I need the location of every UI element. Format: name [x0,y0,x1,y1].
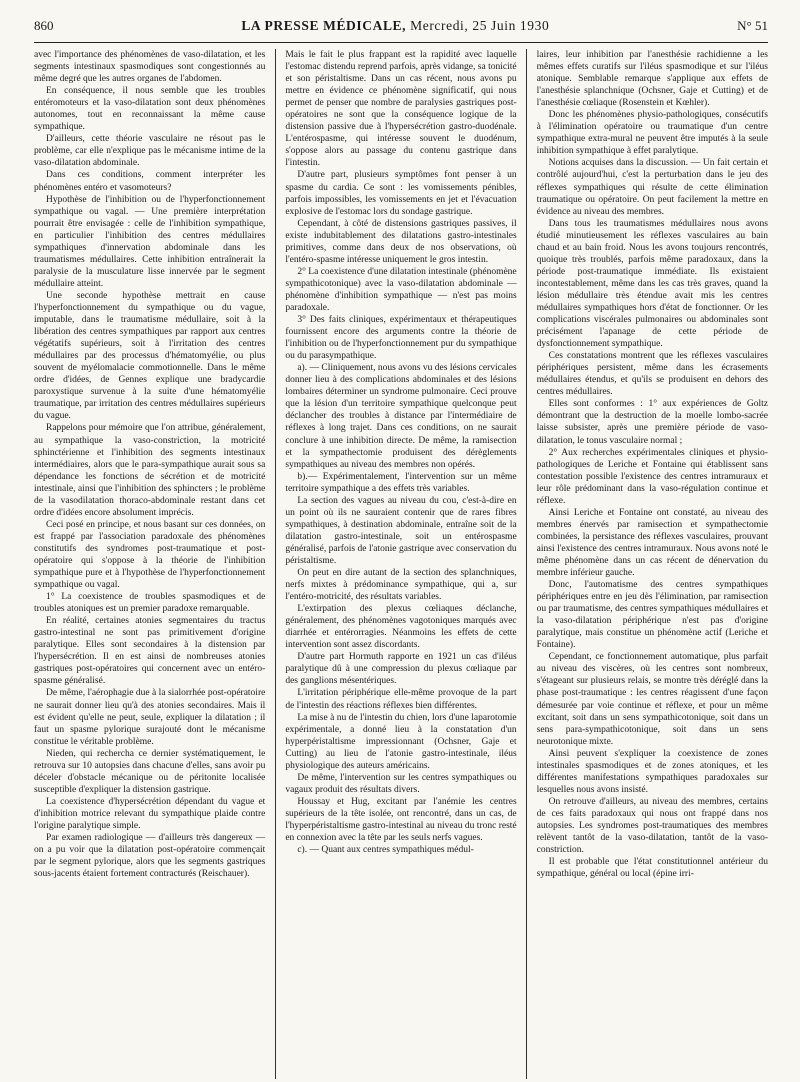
paragraph: En réalité, certaines atonies segmentaires du tractus gastro-intestinal ne sont pas primitivement d'origine paralytique. Elles sont secondaires à la distension par l'hypersécrétion. Il en est ainsi de nombreuses atonies gastriques post-opératoires qui concernent avec un entéro-spasme généralisé. [34,616,266,687]
paragraph: Une seconde hypothèse mettrait en cause l'hyperfonctionnement du sympathique ou du vague, imputable, dans le traumatisme médullaire, soit à la libération des centres sympathiques par rapport aux centres végétatifs supérieurs, soit à l'irritation des centres médullaires par des processus d'hématomyélie, ou plus souvent de myélomalacie commotionnelle. Dans le même ordre d'idées, de Gennes explique une bradycardie paroxystique survenue à la suite d'une hématomyélie traumatique, par irritation des centres médullaires supérieurs du vague. [34,290,266,422]
paragraph: Ainsi peuvent s'expliquer la coexistence de zones intestinales spasmodiques et de zones atoniques, et les différentes manifestations sympathiques paradoxales sur lesquelles nous avons insisté. [536,748,768,795]
paragraph: Donc les phénomènes physio-pathologiques, consécutifs à l'élimination opératoire ou traumatique d'un centre sympathique extra-mural ne peuvent être imputés à la seule inhibition sympathique à effet paralytique. [536,110,768,157]
paragraph: Houssay et Hug, excitant par l'anémie les centres supérieurs de la tête isolée, ont rencontré, dans un cas, de l'hyperpéristaltisme gastro-intestinal au niveau du tronc resté en connexion avec la tête par les seuls nerfs vagues. [285,796,517,844]
paragraph: a). — Cliniquement, nous avons vu des lésions cervicales donner lieu à des complications abdominales et des lésions lombaires déterminer un syndrome pulmonaire. Ceci prouve que la lésion d'un territoire sympathique quelconque peut déclancher des troubles à distance par l'intermédiaire de réflexes à long trajet. Dans ces conditions, on ne saurait conclure à une inhibition directe. De même, la ramisection et la sympathectomie produisent des dérèglements sympathiques au niveau des membres non opérés. [285,363,517,470]
paragraph: De même, l'intervention sur les centres sympathiques ou vagaux produit des résultats divers. [285,772,517,795]
running-header [34,18,768,40]
paragraph: Dans tous les traumatismes médullaires nous avons étudié minutieusement les réflexes vasculaires au bain chaud et au bain froid. Nous les avons toujours rencontrés, quoique très troublés, parfois même paradoxaux, dans la période post-traumatique immédiate. Ils existaient incontestablement, même dans les cas très graves, quand la lésion médullaire très étendue avait mis les centres médullaires sympathiques hors d'état de fonctionner. Or les complications viscérales pulmonaires ou abdominales sont précisément l'apanage de cette période de dysfonctionnement sympathique. [536,218,768,350]
paragraph: En conséquence, il nous semble que les troubles entéromoteurs et la vaso-dilatation sont deux phénomènes autonomes, tout en reconnaissant la même cause sympathique. [34,86,266,133]
paragraph: avec l'importance des phénomènes de vaso-dilatation, et les segments intestinaux spasmodiques sont congestionnés au même degré que les autres organes de l'abdomen. [34,50,266,85]
column-right [537,49,768,1079]
paragraph: 1° La coexistence de troubles spasmodiques et de troubles atoniques est un premier paradoxe remarquable. [34,592,266,615]
paragraph: Dans ces conditions, comment interpréter les phénomènes entéro et vasomoteurs? [34,170,266,193]
paragraph: Rappelons pour mémoire que l'on attribue, généralement, au sympathique la vaso-constriction, la motricité sphinctérienne et l'inhibition des segments intestinaux intermédiaires, alors que le para-sympathique aurait sous sa dépendance les fonctions de sécrétion et de motricité intestinale, ainsi que l'inhibition des sphincters ; le problème de la vasodilatation thoraco-abdominale restant dans cet ordre d'idées encore absolument imprécis. [34,423,266,518]
paragraph: D'autre part, plusieurs symptômes font penser à un spasme du cardia. Ce sont : les vomissements pénibles, parfois impossibles, les vomissements en jet et l'évacuation explosive de l'estomac lors du sondage gastrique. [285,170,517,217]
paragraph: Elles sont conformes : 1° aux expériences de Goltz démontrant que la destruction de la moelle lombo-sacrée laisse subsister, après une première période de vaso-dilatation, le tonus vasculaire normal ; [536,399,768,446]
paragraph: Nieden, qui rechercha ce dernier systématiquement, le retrouva sur 10 autopsies dans chacune d'elles, sans avoir pu déceler d'obstacle mécanique ou de péritonite localisée susceptible d'expliquer la distension gastrique. [34,748,266,795]
column-left [34,49,265,1079]
paragraph: laires, leur inhibition par l'anesthésie rachidienne a les mêmes effets curatifs sur l'iléus spasmodique et sur l'iléus atonique. Semblable remarque s'applique aux effets de l'anesthésie splanchnique (Ochsner, Gaje et Cutting) et de l'anesthésie cœliaque (Rosenstein et Kœhler). [536,50,768,109]
paragraph: Cependant, ce fonctionnement automatique, plus parfait au niveau des viscères, où les centres sont nombreux, s'étageant sur plusieurs relais, se montre très déréglé dans la phase post-traumatique : les centres réagissent d'une façon démesurée par voie continue et réflexe, et pour un même excitant, soit dans un sens sympathicotonique, soit dans un sens para-sympathicotonique, soit dans un sens neurotonique mixte. [536,652,768,747]
header-rule [34,42,768,43]
text-columns [34,49,768,1079]
issue-number: N° 51 [737,18,768,33]
paragraph: c). — Quant aux centres sympathiques médul- [297,845,474,856]
page-number: 860 [34,18,54,33]
paragraph: Hypothèse de l'inhibition ou de l'hyperfonctionnement sympathique ou vagal. — Une première interprétation pourrait être envisagée : celle de l'inhibition sympathique, en particulier l'inhibition des centres médullaires sympathiques d'innervation abdominale dans les traumatismes médullaires. Cette inhibition entraînerait la paralysie de la musculature lisse innervée par le segment médullaire atteint. [34,194,266,289]
paragraph: Donc, l'automatisme des centres sympathiques périphériques entre en jeu dès l'élimination, par ramisection ou par traumatisme, des centres sympathiques médullaires et la vaso-dilatation périphérique n'est pas d'origine paralytique, mais constitue un phénomène actif (Leriche et Fontaine). [536,580,768,651]
paragraph: La section des vagues au niveau du cou, c'est-à-dire en un point où ils ne sauraient contenir que de rares fibres sympathiques, à destination abdominale, entraîne soit de la dilatation gastro-intestinale, soit un entérospasme généralisé, parfois de l'atonie gastrique avec conservation du péristaltisme. [285,495,517,566]
paragraph: On retrouve d'ailleurs, au niveau des membres, certains de ces faits paradoxaux qui nous ont frappé dans nos autopsies. Les syndromes post-traumatiques des membres relèvent tantôt de la vaso-dilatation, tantôt de la vaso-constriction. [536,796,768,856]
paragraph: La mise à nu de l'intestin du chien, lors d'une laparotomie expérimentale, a donné lieu à la constatation d'un hyperpéristaltisme impressionnant (Ochsner, Gaje et Cutting) au lieu de l'atonie gastro-intestinale, iléus physiologique des auteurs américains. [285,712,517,771]
paragraph: D'ailleurs, cette théorie vasculaire ne résout pas le problème, car elle n'explique pas le mécanisme intime de la vaso-dilatation abdominale. [34,134,266,169]
paragraph: Il est probable que l'état constitutionnel antérieur du sympathique, général ou local (épine irri- [536,857,768,880]
paragraph: On peut en dire autant de la section des splanchniques, nerfs mixtes à prédominance sympathique, qui a, sur l'entéro-motricité, des résultats variables. [285,568,517,603]
paragraph: b).— Expérimentalement, l'intervention sur un même territoire sympathique a des effets très variables. [285,471,517,494]
paragraph: Notions acquises dans la discussion. — Un fait certain et contrôlé aujourd'hui, c'est la perturbation dans le jeu des réflexes sympathiques qui résulte de cette élimination traumatique ou opératoire. On peut facilement la mettre en évidence au niveau des membres. [536,158,768,217]
paragraph: Par examen radiologique — d'ailleurs très dangereux — on a pu voir que la dilatation post-opératoire commençait par le segment pylorique, alors que les segments gastriques sous-jacents étaient fortement contracturés (Reischauer). [34,833,266,880]
paragraph: De même, l'aérophagie due à la sialorrhée post-opératoire ne saurait donner lieu qu'à des atonies secondaires. Mais il est évident qu'elle ne peut, seule, expliquer la dilatation ; il faut un spasme pylorique surajouté dont le mécanisme constitue le véritable problème. [34,688,266,747]
column-middle [275,49,526,1079]
paragraph: L'irritation périphérique elle-même provoque de la part de l'intestin des réactions réflexes bien différentes. [285,688,517,711]
paragraph: Ainsi Leriche et Fontaine ont constaté, au niveau des membres énervés par ramisection et sympathectomie combinées, la persistance des réflexes vasculaires, prouvant ainsi l'existence des centres intramuraux. Nous avons noté le même phénomène dans un cas récent de dénervation du membre inférieur gauche. [536,507,768,579]
paragraph: Mais le fait le plus frappant est la rapidité avec laquelle l'estomac distendu reprend parfois, après vidange, sa tonicité et son péristaltisme. Dans un cas récent, nous avons pu mettre en évidence ce phénomène significatif, qui nous permet de penser que nombre de paralysies gastriques post-opératoires ne sont que la conséquence logique de la distension passive due à l'hypersécrétion gastro-duodénale. L'entérospasme, qui intéresse souvent le duodénum, s'oppose alors au passage du contenu gastrique dans l'intestin. [285,50,517,169]
journal-title-line [241,18,549,34]
paragraph: Ceci posé en principe, et nous basant sur ces données, on est frappé par l'association paradoxale des phénomènes constitutifs des syndromes post-traumatique et post-opératoire qui s'oppose à la théorie de l'inhibition sympathique pure et à l'hypothèse de l'hyperfonctionnement sympathique ou vagal. [34,519,266,591]
paragraph: 2° Aux recherches expérimentales cliniques et physio-pathologiques de Leriche et Fontaine qui établissent sans contestation possible l'existence des centres intramuraux et leur rôle prédominant dans la vaso-régulation continue et réflexe. [536,447,768,506]
journal-name: LA PRESSE MÉDICALE, [241,18,407,33]
paragraph: L'extirpation des plexus cœliaques déclanche, généralement, des phénomènes vagotoniques marqués avec diarrhée et entérorragies. Néanmoins les effets de cette intervention sont assez discordants. [285,604,517,651]
issue-date: Mercredi, 25 Juin 1930 [410,18,550,33]
paragraph: Ces constatations montrent que les réflexes vasculaires périphériques persistent, même dans les écrasements médullaires étendus, et qu'ils se produisent en dehors des centres médullaires. [536,351,768,398]
paragraph: Cependant, à côté de distensions gastriques passives, il existe indubitablement des dilatations gastro-intestinales primitives, comme dans deux de nos observations, où l'entéro-spasme intéresse uniquement le gros intestin. [285,218,517,265]
paragraph: La coexistence d'hypersécrétion dépendant du vague et d'inhibition motrice relevant du sympathique plaide contre l'origine paralytique simple. [34,796,266,831]
paragraph: 2° La coexistence d'une dilatation intestinale (phénomène sympathicotonique) avec la vaso-dilatation abdominale — phénomène d'inhibition sympathique — n'est pas moins paradoxale. [285,266,517,313]
paragraph: 3° Des faits cliniques, expérimentaux et thérapeutiques fournissent encore des arguments contre la théorie de l'inhibition ou de l'hyperfonctionnement pur du sympathique ou du parasympathique. [285,315,517,362]
paragraph: D'autre part Hormuth rapporte en 1921 un cas d'iléus paralytique dû à une compression du plexus cœliaque par des ganglions mésentériques. [285,652,517,687]
